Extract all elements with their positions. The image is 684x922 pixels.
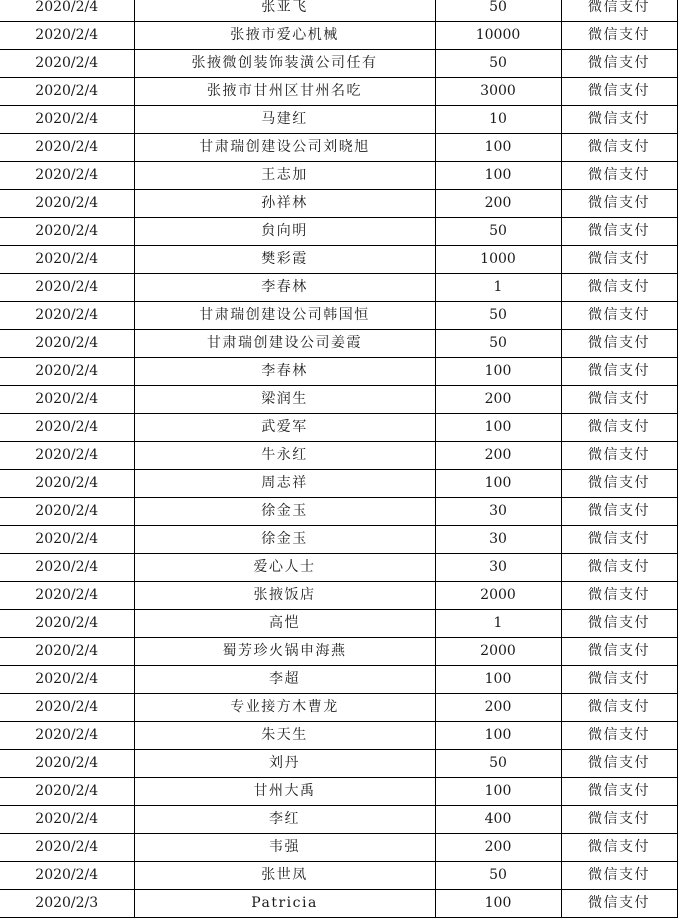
date-cell: 2020/2/4: [0, 722, 134, 750]
date-cell: 2020/2/4: [0, 862, 134, 890]
amount-cell: 30: [435, 498, 561, 526]
amount-cell: 50: [435, 750, 561, 778]
amount-cell: 100: [435, 134, 561, 162]
payment-method-cell: 微信支付: [561, 778, 677, 806]
date-cell: 2020/2/4: [0, 106, 134, 134]
donor-name-cell: 韦强: [134, 834, 435, 862]
amount-cell: 3000: [435, 78, 561, 106]
table-row: [0, 862, 677, 890]
date-cell: 2020/2/4: [0, 750, 134, 778]
donor-name-cell: 朱天生: [134, 722, 435, 750]
donor-name-cell: 甘肃瑞创建设公司韩国恒: [134, 302, 435, 330]
amount-cell: 10: [435, 106, 561, 134]
payment-method-cell: 微信支付: [561, 806, 677, 834]
payment-method-cell: 微信支付: [561, 106, 677, 134]
date-cell: 2020/2/4: [0, 302, 134, 330]
payment-method-cell: 微信支付: [561, 526, 677, 554]
payment-method-cell: 微信支付: [561, 22, 677, 50]
payment-method-cell: 微信支付: [561, 498, 677, 526]
amount-cell: 200: [435, 190, 561, 218]
donor-name-cell: 马建红: [134, 106, 435, 134]
table-row: [0, 638, 677, 666]
amount-cell: 400: [435, 806, 561, 834]
donor-name-cell: 张掖微创装饰装潢公司任有: [134, 50, 435, 78]
payment-method-cell: 微信支付: [561, 442, 677, 470]
table-row: [0, 246, 677, 274]
donor-name-cell: 张亚飞: [134, 0, 435, 22]
date-cell: 2020/2/4: [0, 778, 134, 806]
amount-cell: 200: [435, 386, 561, 414]
table-row: [0, 470, 677, 498]
donor-name-cell: 武爱军: [134, 414, 435, 442]
payment-method-cell: 微信支付: [561, 0, 677, 22]
date-cell: 2020/2/4: [0, 134, 134, 162]
payment-method-cell: 微信支付: [561, 274, 677, 302]
donor-name-cell: 专业接方木曹龙: [134, 694, 435, 722]
date-cell: 2020/2/4: [0, 414, 134, 442]
donor-name-cell: 徐金玉: [134, 498, 435, 526]
date-cell: 2020/2/4: [0, 246, 134, 274]
payment-method-cell: 微信支付: [561, 666, 677, 694]
amount-cell: 100: [435, 666, 561, 694]
date-cell: 2020/2/4: [0, 470, 134, 498]
amount-cell: 100: [435, 778, 561, 806]
payment-method-cell: 微信支付: [561, 750, 677, 778]
donor-name-cell: 张掖市爱心机械: [134, 22, 435, 50]
payment-method-cell: 微信支付: [561, 78, 677, 106]
amount-cell: 100: [435, 162, 561, 190]
table-row: [0, 358, 677, 386]
donor-name-cell: 孙祥林: [134, 190, 435, 218]
table-row: [0, 78, 677, 106]
amount-cell: 1: [435, 610, 561, 638]
donor-name-cell: 张掖市甘州区甘州名吃: [134, 78, 435, 106]
amount-cell: 100: [435, 358, 561, 386]
amount-cell: 50: [435, 50, 561, 78]
date-cell: 2020/2/4: [0, 442, 134, 470]
date-cell: 2020/2/4: [0, 526, 134, 554]
date-cell: 2020/2/4: [0, 78, 134, 106]
donor-name-cell: 徐金玉: [134, 526, 435, 554]
amount-cell: 2000: [435, 582, 561, 610]
donor-name-cell: 李春林: [134, 274, 435, 302]
donor-name-cell: 贠向明: [134, 218, 435, 246]
date-cell: 2020/2/4: [0, 50, 134, 78]
payment-method-cell: 微信支付: [561, 470, 677, 498]
payment-method-cell: 微信支付: [561, 554, 677, 582]
date-cell: 2020/2/4: [0, 330, 134, 358]
donor-name-cell: 樊彩霞: [134, 246, 435, 274]
table-row: [0, 0, 677, 22]
amount-cell: 200: [435, 694, 561, 722]
donor-name-cell: 张掖饭店: [134, 582, 435, 610]
table-row: [0, 610, 677, 638]
table-row: [0, 582, 677, 610]
amount-cell: 100: [435, 722, 561, 750]
amount-cell: 30: [435, 526, 561, 554]
amount-cell: 50: [435, 862, 561, 890]
date-cell: 2020/2/4: [0, 834, 134, 862]
date-cell: 2020/2/3: [0, 890, 134, 918]
amount-cell: 1000: [435, 246, 561, 274]
table-row: [0, 22, 677, 50]
table-row: [0, 414, 677, 442]
payment-method-cell: 微信支付: [561, 218, 677, 246]
table-row: [0, 134, 677, 162]
date-cell: 2020/2/4: [0, 806, 134, 834]
donor-name-cell: 周志祥: [134, 470, 435, 498]
table-row: [0, 302, 677, 330]
donor-name-cell: 李春林: [134, 358, 435, 386]
table-row: [0, 498, 677, 526]
donor-name-cell: 蜀芳珍火锅申海燕: [134, 638, 435, 666]
donor-name-cell: 刘丹: [134, 750, 435, 778]
payment-method-cell: 微信支付: [561, 358, 677, 386]
donor-name-cell: 甘肃瑞创建设公司姜霞: [134, 330, 435, 358]
donor-name-cell: 李超: [134, 666, 435, 694]
amount-cell: 50: [435, 0, 561, 22]
payment-method-cell: 微信支付: [561, 386, 677, 414]
amount-cell: 50: [435, 218, 561, 246]
table-row: [0, 554, 677, 582]
table-row: [0, 218, 677, 246]
table-row: [0, 890, 677, 918]
date-cell: 2020/2/4: [0, 554, 134, 582]
amount-cell: 50: [435, 302, 561, 330]
amount-cell: 100: [435, 470, 561, 498]
donor-name-cell: 张世凤: [134, 862, 435, 890]
table-row: [0, 386, 677, 414]
payment-method-cell: 微信支付: [561, 890, 677, 918]
date-cell: 2020/2/4: [0, 190, 134, 218]
date-cell: 2020/2/4: [0, 386, 134, 414]
table-row: [0, 806, 677, 834]
date-cell: 2020/2/4: [0, 0, 134, 22]
donor-name-cell: 甘州大禹: [134, 778, 435, 806]
payment-method-cell: 微信支付: [561, 134, 677, 162]
table-row: [0, 330, 677, 358]
payment-method-cell: 微信支付: [561, 246, 677, 274]
amount-cell: 200: [435, 834, 561, 862]
payment-method-cell: 微信支付: [561, 162, 677, 190]
payment-method-cell: 微信支付: [561, 638, 677, 666]
date-cell: 2020/2/4: [0, 582, 134, 610]
date-cell: 2020/2/4: [0, 358, 134, 386]
table-row: [0, 722, 677, 750]
table-row: [0, 190, 677, 218]
amount-cell: 1: [435, 274, 561, 302]
table-row: [0, 834, 677, 862]
date-cell: 2020/2/4: [0, 162, 134, 190]
payment-method-cell: 微信支付: [561, 582, 677, 610]
amount-cell: 30: [435, 554, 561, 582]
table-row: [0, 274, 677, 302]
table-row: [0, 666, 677, 694]
date-cell: 2020/2/4: [0, 218, 134, 246]
donor-name-cell: 牛永红: [134, 442, 435, 470]
amount-cell: 2000: [435, 638, 561, 666]
table-row: [0, 106, 677, 134]
payment-method-cell: 微信支付: [561, 190, 677, 218]
donor-name-cell: 爱心人士: [134, 554, 435, 582]
table-row: [0, 750, 677, 778]
donor-name-cell: Patricia: [134, 890, 435, 918]
payment-method-cell: 微信支付: [561, 694, 677, 722]
date-cell: 2020/2/4: [0, 666, 134, 694]
table-row: [0, 162, 677, 190]
table-row: [0, 50, 677, 78]
table-row: [0, 694, 677, 722]
amount-cell: 100: [435, 414, 561, 442]
payment-method-cell: 微信支付: [561, 862, 677, 890]
donor-name-cell: 王志加: [134, 162, 435, 190]
donor-name-cell: 李红: [134, 806, 435, 834]
amount-cell: 10000: [435, 22, 561, 50]
payment-method-cell: 微信支付: [561, 610, 677, 638]
payment-method-cell: 微信支付: [561, 330, 677, 358]
date-cell: 2020/2/4: [0, 22, 134, 50]
donor-name-cell: 甘肃瑞创建设公司刘晓旭: [134, 134, 435, 162]
date-cell: 2020/2/4: [0, 274, 134, 302]
table-row: [0, 442, 677, 470]
amount-cell: 100: [435, 890, 561, 918]
amount-cell: 200: [435, 442, 561, 470]
date-cell: 2020/2/4: [0, 498, 134, 526]
payment-method-cell: 微信支付: [561, 722, 677, 750]
payment-method-cell: 微信支付: [561, 834, 677, 862]
payment-method-cell: 微信支付: [561, 50, 677, 78]
payment-method-cell: 微信支付: [561, 414, 677, 442]
table-row: [0, 526, 677, 554]
date-cell: 2020/2/4: [0, 610, 134, 638]
amount-cell: 50: [435, 330, 561, 358]
donor-name-cell: 高恺: [134, 610, 435, 638]
payment-method-cell: 微信支付: [561, 302, 677, 330]
table-row: [0, 778, 677, 806]
donor-name-cell: 梁润生: [134, 386, 435, 414]
date-cell: 2020/2/4: [0, 638, 134, 666]
date-cell: 2020/2/4: [0, 694, 134, 722]
